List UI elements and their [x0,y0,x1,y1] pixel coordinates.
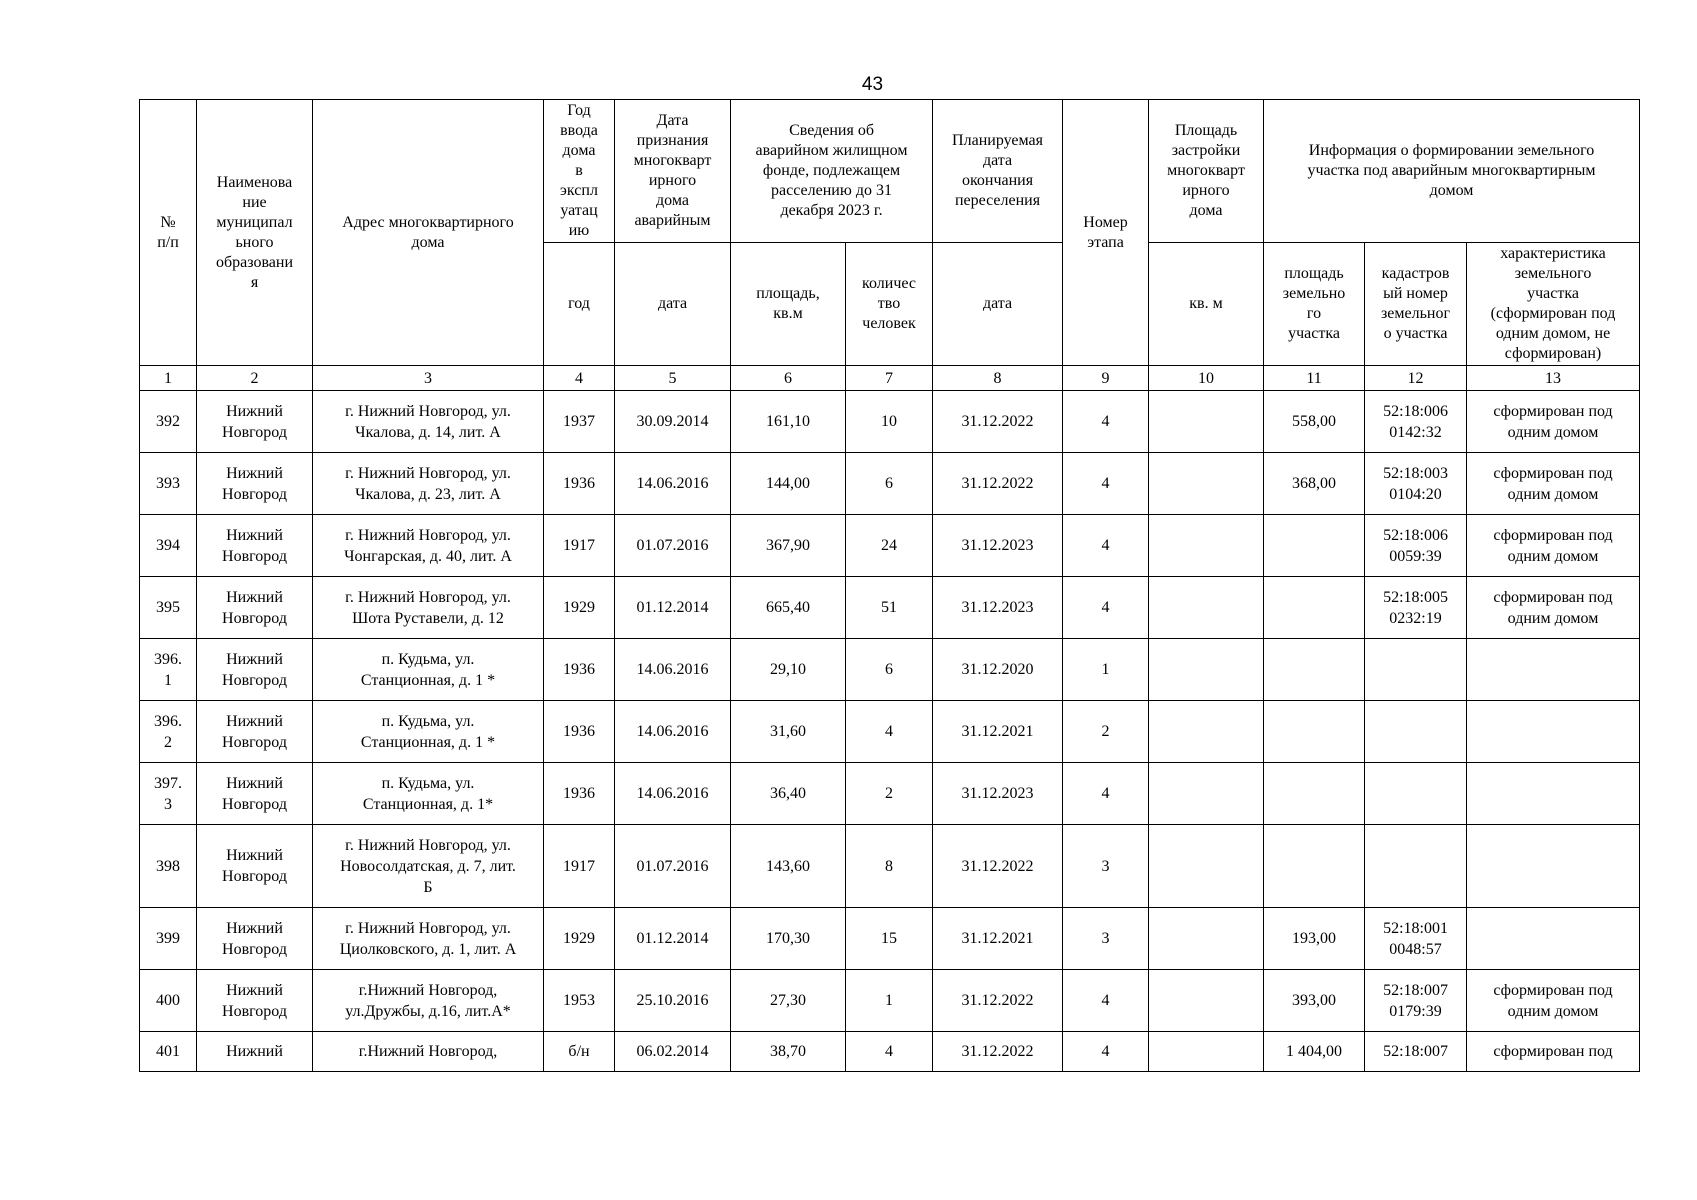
cell-area: 36,40 [731,763,846,825]
col-num: 13 [1467,366,1640,391]
cell-municipality: Нижний Новгород [197,970,313,1032]
cell-building-area [1149,577,1264,639]
header-unit-year: год [544,243,615,366]
cell-building-area [1149,1032,1264,1072]
cell-planned-date: 31.12.2022 [933,825,1063,908]
col-num: 2 [197,366,313,391]
cell-area: 27,30 [731,970,846,1032]
cell-address: г. Нижний Новгород, ул. Циолковского, д. 1, лит. А [313,908,544,970]
cell-people: 51 [846,577,933,639]
cell-stage: 4 [1063,763,1149,825]
cell-year: 1917 [544,825,615,908]
cell-planned-date: 31.12.2020 [933,639,1063,701]
cell-num: 396. 2 [140,701,197,763]
header-unit-people: количес тво человек [846,243,933,366]
cell-building-area [1149,515,1264,577]
cell-municipality: Нижний Новгород [197,639,313,701]
col-num: 3 [313,366,544,391]
table-row [140,639,1640,701]
cell-recognition-date: 01.07.2016 [615,825,731,908]
cell-municipality: Нижний Новгород [197,453,313,515]
cell-address: п. Кудьма, ул. Станционная, д. 1 * [313,639,544,701]
cell-land-area: 393,00 [1264,970,1365,1032]
cell-land-char: сформирован под одним домом [1467,515,1640,577]
header-num: № п/п [140,100,197,366]
cell-num: 401 [140,1032,197,1072]
cell-municipality: Нижний Новгород [197,701,313,763]
table-row [140,908,1640,970]
cell-cadastral: 52:18:006 0059:39 [1365,515,1467,577]
header-unit-sqm: кв. м [1149,243,1264,366]
cell-cadastral [1365,825,1467,908]
cell-land-area: 193,00 [1264,908,1365,970]
cell-building-area [1149,701,1264,763]
header-unit-date2: дата [933,243,1063,366]
header-fund-info: Сведения об аварийном жилищном фонде, подлежащем расселению до 31 декабря 2023 г. [731,100,933,243]
cell-year: 1929 [544,577,615,639]
cell-num: 399 [140,908,197,970]
cell-stage: 4 [1063,391,1149,453]
cell-area: 170,30 [731,908,846,970]
cell-land-char [1467,825,1640,908]
cell-land-char: сформирован под одним домом [1467,970,1640,1032]
header-unit-date: дата [615,243,731,366]
cell-people: 4 [846,701,933,763]
cell-address: г. Нижний Новгород, ул. Чкалова, д. 14, лит. А [313,391,544,453]
cell-land-area: 368,00 [1264,453,1365,515]
header-cadastral: кадастров ый номер земельног о участка [1365,243,1467,366]
header-building-area: Площадь застройки многокварт ирного дома [1149,100,1264,243]
cell-municipality: Нижний [197,1032,313,1072]
cell-land-area: 1 404,00 [1264,1032,1365,1072]
cell-recognition-date: 14.06.2016 [615,763,731,825]
cell-municipality: Нижний Новгород [197,577,313,639]
header-recognition-date: Дата признания многокварт ирного дома аварийным [615,100,731,243]
cell-planned-date: 31.12.2022 [933,391,1063,453]
cell-area: 38,70 [731,1032,846,1072]
cell-area: 29,10 [731,639,846,701]
cell-land-area [1264,701,1365,763]
cell-cadastral [1365,639,1467,701]
cell-address: г.Нижний Новгород, [313,1032,544,1072]
table-header [140,100,1640,391]
col-num: 12 [1365,366,1467,391]
cell-municipality: Нижний Новгород [197,825,313,908]
table-row [140,825,1640,908]
cell-building-area [1149,763,1264,825]
cell-num: 398 [140,825,197,908]
cell-land-char [1467,639,1640,701]
cell-land-char [1467,908,1640,970]
cell-address: г. Нижний Новгород, ул. Чонгарская, д. 40, лит. А [313,515,544,577]
table-row [140,701,1640,763]
col-num: 6 [731,366,846,391]
cell-people: 15 [846,908,933,970]
cell-num: 396. 1 [140,639,197,701]
cell-stage: 4 [1063,453,1149,515]
cell-recognition-date: 01.12.2014 [615,908,731,970]
cell-stage: 3 [1063,908,1149,970]
col-num: 9 [1063,366,1149,391]
cell-building-area [1149,825,1264,908]
header-planned-date: Планируемая дата окончания переселения [933,100,1063,243]
cell-stage: 4 [1063,970,1149,1032]
header-land-char: характеристика земельного участка (сформирован под одним домом, не сформирован) [1467,243,1640,366]
cell-recognition-date: 01.12.2014 [615,577,731,639]
header-land-area: площадь земельно го участка [1264,243,1365,366]
cell-people: 10 [846,391,933,453]
cell-people: 24 [846,515,933,577]
cell-year: 1936 [544,639,615,701]
cell-municipality: Нижний Новгород [197,908,313,970]
cell-address: г. Нижний Новгород, ул. Чкалова, д. 23, лит. А [313,453,544,515]
col-num: 5 [615,366,731,391]
cell-planned-date: 31.12.2023 [933,577,1063,639]
cell-planned-date: 31.12.2022 [933,970,1063,1032]
cell-recognition-date: 01.07.2016 [615,515,731,577]
cell-address: г. Нижний Новгород, ул. Новосолдатская, д. 7, лит. Б [313,825,544,908]
cell-cadastral [1365,701,1467,763]
cell-year: 1936 [544,763,615,825]
table-row [140,1032,1640,1072]
page-number: 43 [861,74,884,95]
table-row [140,763,1640,825]
cell-area: 31,60 [731,701,846,763]
cell-planned-date: 31.12.2023 [933,763,1063,825]
cell-building-area [1149,908,1264,970]
col-num: 7 [846,366,933,391]
cell-year: 1937 [544,391,615,453]
cell-recognition-date: 14.06.2016 [615,453,731,515]
cell-num: 400 [140,970,197,1032]
cell-land-area [1264,577,1365,639]
cell-planned-date: 31.12.2022 [933,1032,1063,1072]
cell-address: п. Кудьма, ул. Станционная, д. 1 * [313,701,544,763]
table-row [140,453,1640,515]
cell-cadastral: 52:18:006 0142:32 [1365,391,1467,453]
cell-municipality: Нижний Новгород [197,391,313,453]
cell-stage: 1 [1063,639,1149,701]
column-numbers-row [140,366,1640,391]
cell-address: г.Нижний Новгород, ул.Дружбы, д.16, лит.А* [313,970,544,1032]
cell-planned-date: 31.12.2021 [933,908,1063,970]
cell-recognition-date: 06.02.2014 [615,1032,731,1072]
col-num: 1 [140,366,197,391]
cell-num: 395 [140,577,197,639]
cell-people: 6 [846,453,933,515]
cell-cadastral: 52:18:007 [1365,1032,1467,1072]
cell-num: 397. 3 [140,763,197,825]
cell-people: 4 [846,1032,933,1072]
cell-land-char: сформирован под одним домом [1467,453,1640,515]
table-row [140,970,1640,1032]
cell-land-char: сформирован под одним домом [1467,577,1640,639]
cell-num: 393 [140,453,197,515]
header-address: Адрес многоквартирного дома [313,100,544,366]
cell-year: 1936 [544,701,615,763]
cell-land-char: сформирован под одним домом [1467,391,1640,453]
cell-land-char: сформирован под [1467,1032,1640,1072]
col-num: 8 [933,366,1063,391]
cell-recognition-date: 25.10.2016 [615,970,731,1032]
col-num: 11 [1264,366,1365,391]
header-year-built: Год ввода дома в экспл уатац ию [544,100,615,243]
cell-stage: 3 [1063,825,1149,908]
cell-recognition-date: 14.06.2016 [615,701,731,763]
cell-year: 1936 [544,453,615,515]
cell-building-area [1149,970,1264,1032]
cell-num: 392 [140,391,197,453]
cell-area: 665,40 [731,577,846,639]
table-row [140,515,1640,577]
emergency-housing-table [139,99,1640,1072]
cell-municipality: Нижний Новгород [197,763,313,825]
header-land-info: Информация о формировании земельного участка под аварийным многоквартирным домом [1264,100,1640,243]
cell-cadastral [1365,763,1467,825]
table-body [140,391,1640,1072]
cell-cadastral: 52:18:007 0179:39 [1365,970,1467,1032]
cell-area: 367,90 [731,515,846,577]
cell-recognition-date: 30.09.2014 [615,391,731,453]
cell-stage: 4 [1063,515,1149,577]
cell-recognition-date: 14.06.2016 [615,639,731,701]
cell-num: 394 [140,515,197,577]
cell-people: 8 [846,825,933,908]
cell-address: п. Кудьма, ул. Станционная, д. 1* [313,763,544,825]
cell-year: 1953 [544,970,615,1032]
header-stage: Номер этапа [1063,100,1149,366]
cell-cadastral: 52:18:005 0232:19 [1365,577,1467,639]
cell-building-area [1149,453,1264,515]
cell-stage: 4 [1063,1032,1149,1072]
cell-planned-date: 31.12.2023 [933,515,1063,577]
cell-land-area [1264,515,1365,577]
cell-people: 1 [846,970,933,1032]
cell-land-char [1467,701,1640,763]
cell-land-area [1264,763,1365,825]
table-row [140,391,1640,453]
cell-land-area: 558,00 [1264,391,1365,453]
header-municipality: Наименова ние муниципал ьного образовани я [197,100,313,366]
cell-stage: 2 [1063,701,1149,763]
cell-land-area [1264,825,1365,908]
cell-planned-date: 31.12.2021 [933,701,1063,763]
col-num: 10 [1149,366,1264,391]
cell-year: 1917 [544,515,615,577]
cell-year: б/н [544,1032,615,1072]
cell-land-area [1264,639,1365,701]
cell-area: 144,00 [731,453,846,515]
cell-year: 1929 [544,908,615,970]
table-row [140,577,1640,639]
col-num: 4 [544,366,615,391]
cell-building-area [1149,639,1264,701]
cell-building-area [1149,391,1264,453]
cell-area: 161,10 [731,391,846,453]
cell-people: 2 [846,763,933,825]
cell-land-char [1467,763,1640,825]
cell-address: г. Нижний Новгород, ул. Шота Руставели, д. 12 [313,577,544,639]
cell-area: 143,60 [731,825,846,908]
cell-municipality: Нижний Новгород [197,515,313,577]
cell-planned-date: 31.12.2022 [933,453,1063,515]
header-unit-area: площадь, кв.м [731,243,846,366]
cell-cadastral: 52:18:001 0048:57 [1365,908,1467,970]
cell-stage: 4 [1063,577,1149,639]
cell-cadastral: 52:18:003 0104:20 [1365,453,1467,515]
cell-people: 6 [846,639,933,701]
